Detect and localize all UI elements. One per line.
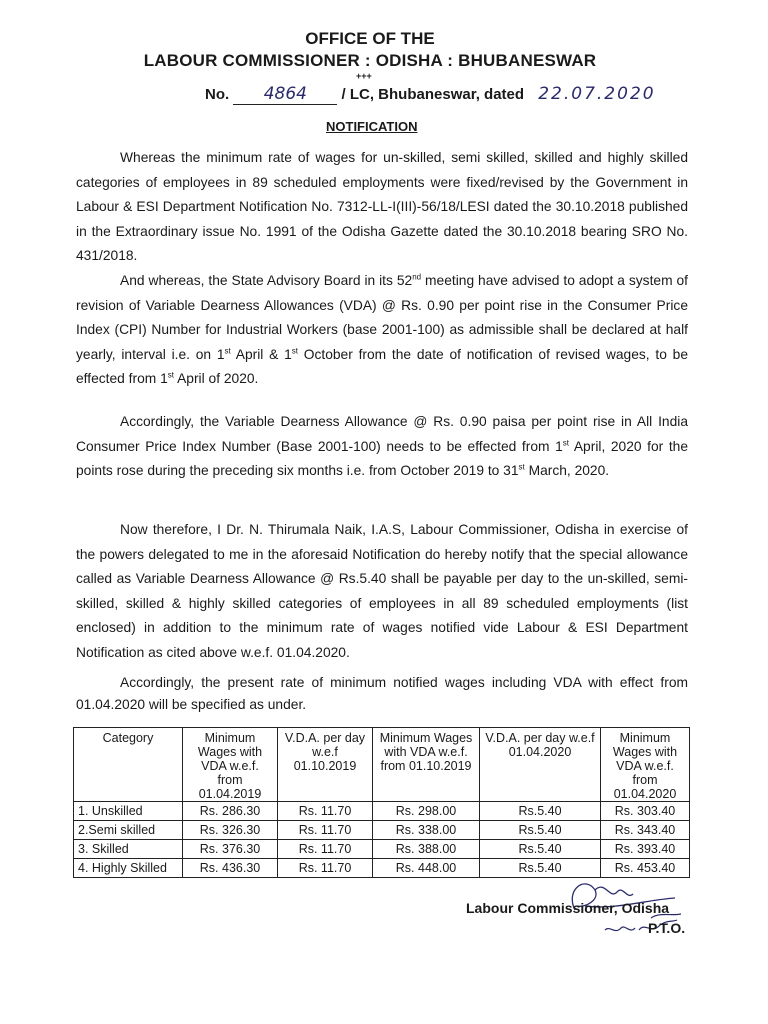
ref-number-field [233,84,337,105]
table-row: 2.Semi skilled Rs. 326.30 Rs. 11.70 Rs. 338.00 Rs.5.40 Rs. 343.40 [74,821,690,840]
table-header-row [74,728,690,802]
ref-no-label: No. [205,86,230,103]
paragraph-4: Now therefore, I Dr. N. Thirumala Naik, I.A.S, Labour Commissioner, Odisha in exercise of the powers delegated to me in the aforesaid Notification do hereby notify that the special allowance called as Variable Dearness Allowance @ Rs.5.40 shall be payable per day to the un-skilled, semi-skilled, skilled & highly skilled categories of employees in all 89 scheduled employments (list enclosed) in addition to the minimum rate of wages notified vide Labour & ESI Department Notification as cited above w.e.f. 01.04.2020. [76,522,688,660]
signatory-title: Labour Commissioner, Odisha [466,900,670,916]
col-category: Category [74,728,183,802]
pto-label: P.T.O. [648,920,686,936]
table-row: 3. Skilled Rs. 376.30 Rs. 11.70 Rs. 388.00 Rs.5.40 Rs. 393.40 [74,840,690,859]
ref-date-handwritten: 22.07.2020 [538,84,656,104]
notification-title: NOTIFICATION [326,119,418,134]
col-min-wage-2019-10: Minimum Wages with VDA w.e.f. from 01.10.2019 [373,728,480,802]
reference-line [205,84,656,105]
col-vda-2019-10: V.D.A. per day w.e.f 01.10.2019 [278,728,373,802]
ref-number-handwritten: 4864 [263,84,307,104]
paragraph-3: Accordingly, the Variable Dearness Allowance @ Rs. 0.90 paisa per point rise in All India Consumer Price Index Number (Base 2001-100) needs to be effected from 1st April, 2020 for the points rose during the preceding six months i.e. from October 2019 to 31st March, 2020. [76,414,689,478]
ref-suffix: / LC, Bhubaneswar, dated [341,86,525,103]
table-row: 1. Unskilled Rs. 286.30 Rs. 11.70 Rs. 298.00 Rs.5.40 Rs. 303.40 [74,802,690,821]
paragraph-1: Whereas the minimum rate of wages for un-skilled, semi skilled, skilled and highly skilled categories of employees in 89 scheduled employments were fixed/revised by the Government in Labour & ESI Department Notification No. 7312-LL-I(III)-56/18/LESI dated the 30.10.2018 published in the Extraordinary issue No. 1991 of the Odisha Gazette dated the 30.10.2018 bearing SRO No. 431/2018. [76,150,688,263]
col-min-wage-2020-04: Minimum Wages with VDA w.e.f. from 01.04.2020 [601,728,690,802]
wages-table [73,727,690,878]
office-heading: OFFICE OF THE [305,29,435,48]
col-min-wage-2019-04: Minimum Wages with VDA w.e.f. from 01.04.2019 [183,728,278,802]
paragraph-2: And whereas, the State Advisory Board in its 52nd meeting have advised to adopt a system of revision of Variable Dearness Allowances (VDA) @ Rs. 0.90 per point rise in the Consumer Price Index (CPI) Number for Industrial Workers (base 2001-100) as admissible shall be declared at half yearly, interval i.e. on 1st April & 1st October from the date of notification of revised wages, to be effected from 1st April of 2020. [76,272,688,386]
office-subheading: LABOUR COMMISSIONER : ODISHA : BHUBANESWAR [143,51,597,70]
table-row: 4. Highly Skilled Rs. 436.30 Rs. 11.70 Rs. 448.00 Rs.5.40 Rs. 453.40 [74,859,690,878]
separator-stars: +++ [356,71,372,81]
col-vda-2020-04: V.D.A. per day w.e.f 01.04.2020 [480,728,601,802]
paragraph-5: Accordingly, the present rate of minimum notified wages including VDA with effect from 01.04.2020 will be specified as under. [76,675,688,712]
